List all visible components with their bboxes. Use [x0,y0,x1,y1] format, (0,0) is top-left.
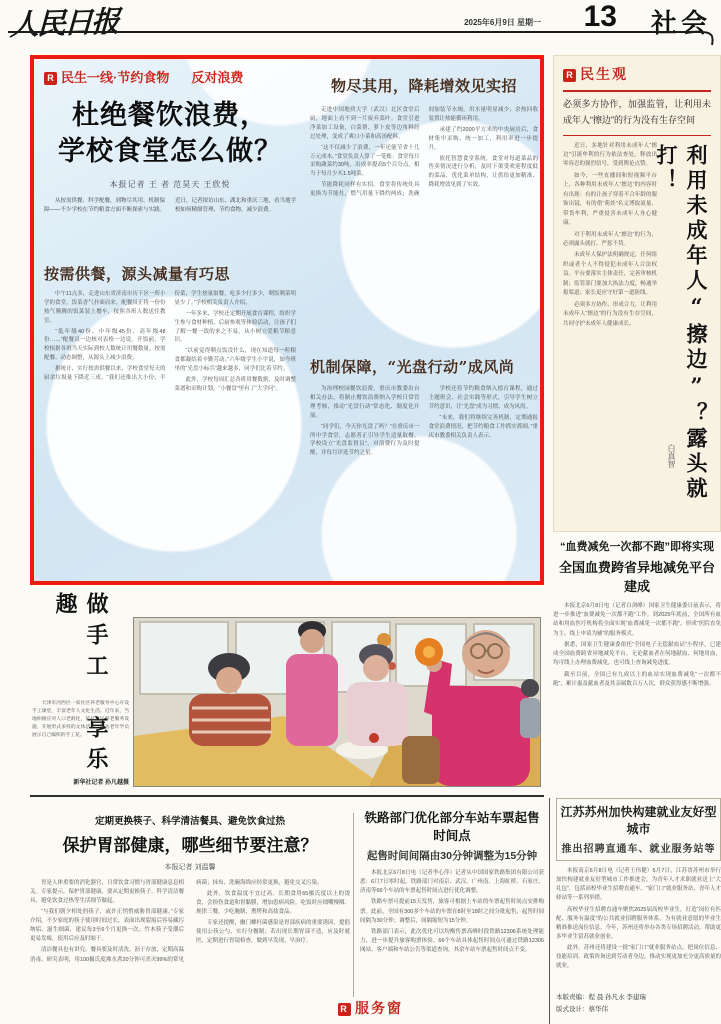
service-window-label [336,997,405,1019]
section-title-reuse: 物尽其用，降耗增效见实招 [330,77,517,95]
paper-logo-badge-icon: R [563,69,576,82]
paper-logo-badge-icon: R [44,72,57,85]
paragraph: “未来，我们将继续完善机制，定期通报食堂浪费情况，把节约粮食工作抓实抓细。”重庆市教委相关负责人表示。 [428,414,538,439]
paragraph: 据统计，实行按需供餐以来，学校食堂每天的厨余垃圾量下降近三成。“我们还推出大小份、半份菜，学生按量取餐，吃多少打多少，剩饭剩菜明显少了。”学校相关负责人介绍。 [44,290,296,382]
paragraph: 中午11点多，走进山东省济南市历下区一所小学的食堂，饭菜香气扑面而来。配餐员正将一份份热气腾腾的饭菜装上餐车，按照各班人数送往教室。 [44,290,166,324]
suzhou-subhead: 推出招聘直通车、就业服务站等 [561,844,716,855]
section-title-supply: 按需供餐，源头减量有巧思 [44,264,231,283]
suzhou-article [556,798,721,995]
column-divider [549,798,550,1024]
suzhou-body [556,867,721,995]
footer-editors: 本版责编：程 晨 孙凡水 李建瑞 [556,994,646,1001]
section-body-supply [44,290,296,578]
paragraph: 高校毕业生招聘直通车聚焦2025届高校毕业生，打造“岗位有匹配、服务有温度”的公共就业招聘服务体系，为有就业意愿的毕业生精准推送岗位信息。今年，苏州还将举办各类专场招聘活动，帮助更多毕业生留苏就业创业。 [556,906,721,940]
paragraph: 承建了约2000平方米的中央厨房后，食材集中采购、统一加工，利用率进一步提升。 [428,126,538,151]
minsheng-label-row [563,64,711,84]
feature-kicker-right: 反对浪费 [191,70,244,85]
feature-byline: 本报记者 王 者 范昊天 王欣悦 [109,179,231,189]
paragraph: 本报南京6月8日电（记者王伟健）6月7日，江苏省苏州市举行加快构建就业友好型城市工作推进会，为青年人才求职就业送上“大礼包”，包括高校毕业生招聘直通车、“家门口”就业服务站、青年人才驿站等一系列举措。 [556,868,721,902]
feature-right-column [310,71,538,553]
paragraph: 近日，多地针对利用未成年人“擦边”引流牟利的行为依法查处，释放出零容忍的强烈信号，受到舆论点赞。 [563,142,657,168]
blood-fee-title-line1: “血费减免一次都不跑”即将实现 [560,541,714,553]
paragraph: “与我们朝夕相处的筷子，或许正悄悄威胁胃部健康。”专家介绍，不少家庭的筷子使用时间过长，表面出现裂痕后容易藏污纳垢、滋生细菌，建议每3至6个月更换一次；竹木筷子受潮后更易发霉，使用后应及时晾干。 [30,909,185,943]
paragraph: 胃是人体重要的消化器官，日常饮食习惯与胃部健康息息相关。专家提示，保护胃部健康，要从定期更换筷子、科学清洁餐具、避免饮食过热等生活细节做起。 [30,880,185,905]
photo-story-vertical-title: 做手工 享乐趣 [52,592,109,778]
stomach-article [30,813,350,1024]
masthead-date: 2025年6月9日 星期一 [464,18,541,27]
railway-article [360,808,544,1024]
red-rule [563,90,711,92]
paragraph: 此外，学校每周汇总各班用餐数据，及时调整菜谱和采购计划，“小餐盘”里有了“大学问”。 [174,377,296,392]
paragraph: 为治理校园餐饮浪费，重庆市教委出台相关办法，将制止餐饮浪费纳入学校日常管理考核，推动“光盘行动”常态化、制度化开展。 [310,386,420,419]
paragraph: 走进中国地质大学（武汉）北区食堂后厨，地面上看不到一片废弃菜叶。食堂引进净菜加工设备，白菜帮、萝卜皮等边角料经过处理，变成了爽口小菜和高汤配料。 [310,107,420,140]
suzhou-headline: 江苏苏州加快构建就业友好型城市 [560,805,717,836]
minsheng-vertical-headline: 利用未成年人“擦边”？露头就打！ [654,143,709,502]
feature-headline-line2: 学校食堂怎么做？ [58,136,282,167]
feature-kicker [44,67,243,86]
photo-story-credit: 新华社记者 孙凡越摄 [73,780,129,786]
railway-headline: 铁路部门优化部分车站车票起售时间点 [364,811,540,843]
paragraph: 此外，苏州还将建设一批“家门口”就业服务站点，把岗位信息、技能培训、政策咨询送到劳动者身边，推动实现更加充分更高质量的就业。 [556,945,721,970]
paragraph: “以前觉得剩点饭没什么，现在知道每一粒粮食都凝结着辛勤劳动。”六年级学生小宇说，如今班里的“光盘小标兵”越来越多，同学们比着节约。 [174,348,296,373]
photo-scene [134,618,540,786]
paragraph: “这不仅减少了浪费，一年还能节省十几万元成本。”食堂负责人算了一笔账：食堂每月采购蔬菜约30吨，出成率提高5个百分点，相当于每月少买1.5吨菜。 [310,144,420,178]
column-divider [353,813,354,1019]
paragraph: 本报北京6月8日电（记者李心萍）记者从中国国家铁路集团有限公司获悉：6月7日零时起，铁路部门对南京、武汉、广州南、上海虹桥、石家庄、济南等66个车站的车票起售时间点进行优化调整。 [360,870,544,895]
intro-paragraph: 从按需供餐、科学配餐，到物尽其用、机制保障——不少学校在节约粮食方面不断探索与实践。近日，记者探访山东、湖北和重庆三地，看当地学校如何精细管理、节约食物，减少浪费。 [44,197,296,213]
paragraph: 学校还将节约粮食纳入德育课程，通过主题班会、社会实践等形式，引导学生树立节约意识，让“光盘”成为习惯、成为风尚。 [428,386,538,410]
paragraph: 必须多方协作、形成合力，让利用未成年人“擦边”的行为没有生存空间，共同守护未成年人健康成长。 [563,301,657,327]
minsheng-body [563,142,657,534]
paragraph: 铁路部门表示，此次优化可以均衡售票高峰时段铁路12306系统处理能力，进一步提升旅客购票体验。66个车站具体起售时间点可通过铁路12306网站、客户端和车站公告等渠道查询，其余车站车票起售时间点不变。 [360,928,544,953]
feature-article [30,55,544,585]
paragraph: “低年级40份、中年级45份、高年级48份……”配餐员一边核对表格一边说。开饭前，学校根据各班当天实际到校人数统计用餐数量，按需配餐、动态调整，从源头上减少浪费。 [44,328,166,362]
paragraph: 专家还提醒，幽门螺杆菌感染是胃部疾病的重要诱因，提倡使用公筷公勺、实行分餐制；若出现长期胃部不适，应及时就医，定期进行胃镜检查，做到早发现、早治疗。 [196,920,350,945]
minsheng-content [563,142,711,534]
masthead-logo: 人民日报 [9,4,119,42]
paragraph: 截至目前，全国已有九成以上的血站实现血费减免“一次都不跑”，累计惠及献血者及其亲属数百万人次，群众获得感不断增强。 [553,671,721,687]
minsheng-lead: 必须多方协作，加强监管，让利用未成年人“擦边”的行为没有生存空间 [563,99,711,125]
footer-designer: 版式设计：蔡华伟 [556,1006,608,1014]
stomach-headline: 保护胃部健康，哪些细节要注意？ [62,836,318,856]
red-rule [563,135,711,136]
paragraph: 清洁餐具也有讲究。餐具要及时清洗、沥干存放，定期高温消毒。研究表明，用100摄氏度沸水煮20分钟可杀灭99%的常见病菌；抹布、洗碗海绵应经常更换，避免交叉污染。 [30,880,323,963]
caption-paragraph: 天津市河西区一家社区养老服务中心开设手工课堂，丰富老年人文化生活。近年来，当地积极应对人口老龄化，依托社区养老服务设施，开展形式多样的文体活动。图为老年学员展示自己编织的手工花。 [32,701,129,739]
paragraph: 此外，饮食温度不宜过高。长期食用65摄氏度以上的烫食，会损伤食道和胃黏膜，增加患病风险。吃饭时应细嚼慢咽、规律三餐，少吃腌制、熏烤和高盐食品。 [196,891,350,916]
stomach-body [30,879,350,1024]
minsheng-label: 民生观 [580,66,628,82]
paragraph: 未成年人保护法明确规定，任何组织或者个人不得侵犯未成年人合法权益。平台要落实主体责任，完善审核机制；监管部门要加大执法力度，畅通举报渠道；家长更应守好第一道防线。 [563,252,657,297]
horizontal-rule [30,795,544,797]
stomach-kicker: 定期更换筷子、科学清洁餐具、避免饮食过热 [94,816,285,827]
masthead-rule [0,30,721,46]
paragraph: 对于利用未成年人“擦边”的行为，必须露头就打、严惩不贷。 [563,231,657,248]
paragraph: 铁路车票可提前15天发售，旅客可根据上车站的车票起售时间点安排购票。此前，全国有300多个车站的车票在8时至18时之间分批起售，起售时间间隔为30分钟；调整后，间隔缩短为15分钟。 [360,899,544,924]
blood-fee-body [553,602,721,814]
feature-left-column [44,97,296,578]
news-photo [133,617,541,787]
stomach-byline: 本报记者 刘温馨 [164,864,216,871]
blood-fee-title-line2: 全国血费跨省异地减免平台建成 [558,561,715,595]
masthead-page-number: 13 [583,0,617,33]
paragraph: “同学们，今天你光盘了吗？”在重庆市一所中学食堂，志愿者正引导学生适量取餐。学校设立“光盘监督员”，对浪费行为及时提醒，并每月评选节约之星。 [310,423,420,457]
feature-headline [44,97,296,170]
feature-headline-line1: 杜绝餐饮浪费， [72,100,268,130]
paragraph: 依托智慧食堂系统，食堂对每道菜品的售卖情况进行分析，及时下架受欢迎程度低的菜品，优化菜单结构，让供给更加精准，降耗增效见到了实效。 [428,155,538,189]
paragraph: 一年多来，学校还定期开展食育课程，组织学生参与食材种植、后厨参观等体验活动，让孩子们了解一餐一饭的来之不易，从小树立爱粮节粮意识。 [174,310,296,344]
section-body-reuse [310,106,538,342]
feature-kicker-left: 民生一线·节约食物 [61,70,170,85]
blood-fee-article [553,538,721,814]
paper-logo-badge-icon: R [338,1003,351,1016]
railway-subhead: 起售时间间隔由30分钟调整为15分钟 [366,850,538,862]
minsheng-author: 白真智 [667,443,676,468]
photo-chair [402,736,440,784]
minsheng-view-column [553,55,721,532]
suzhou-headline-box [556,798,721,861]
paragraph: 如今，一些直播间和短视频平台上，各种利用未成年人“擦边”的内容时有出现：有的让孩子穿着不合年龄的服饰出镜，有的借“萌娃”名义博取流量、带货牟利，严重侵害未成年人身心健康。 [563,172,657,227]
service-window-text: 服务窗 [355,1000,403,1016]
section-title-mechanism: 机制保障，“光盘行动”成风尚 [310,358,515,376]
photo-story-caption [32,700,129,742]
photo-person-far-right [520,679,540,738]
paragraph: 据悉，国家卫生健康委依托“全国电子无偿献血证”小程序，已建成全国血费跨省异地减免平台。无论献血者在何地献血、何地用血，均可线上办理血费减免，也可线上查询减免进度。 [553,641,721,667]
section-body-mechanism [310,385,538,553]
masthead-section-name: 社会 [650,9,711,39]
paragraph: 节能降耗同样有实招。食堂将传统灶具更换为节能灶，燃气用量下降约两成；洗碗间加装节水阀，用水量明显减少；余热回收装置让热能循环利用。 [310,107,538,198]
page-footer-credits [556,992,721,1017]
feature-intro [44,197,296,251]
paragraph: 本报北京6月8日电（记者白剑峰）国家卫生健康委日前表示，将进一步推进“血费减免一次都不跑”工作。到2025年底前，全国所有血站和用血医疗机构将全面实现“血费减免一次都不跑”，形成“医院直免为主、线上申请为辅”的服务模式。 [553,603,721,637]
